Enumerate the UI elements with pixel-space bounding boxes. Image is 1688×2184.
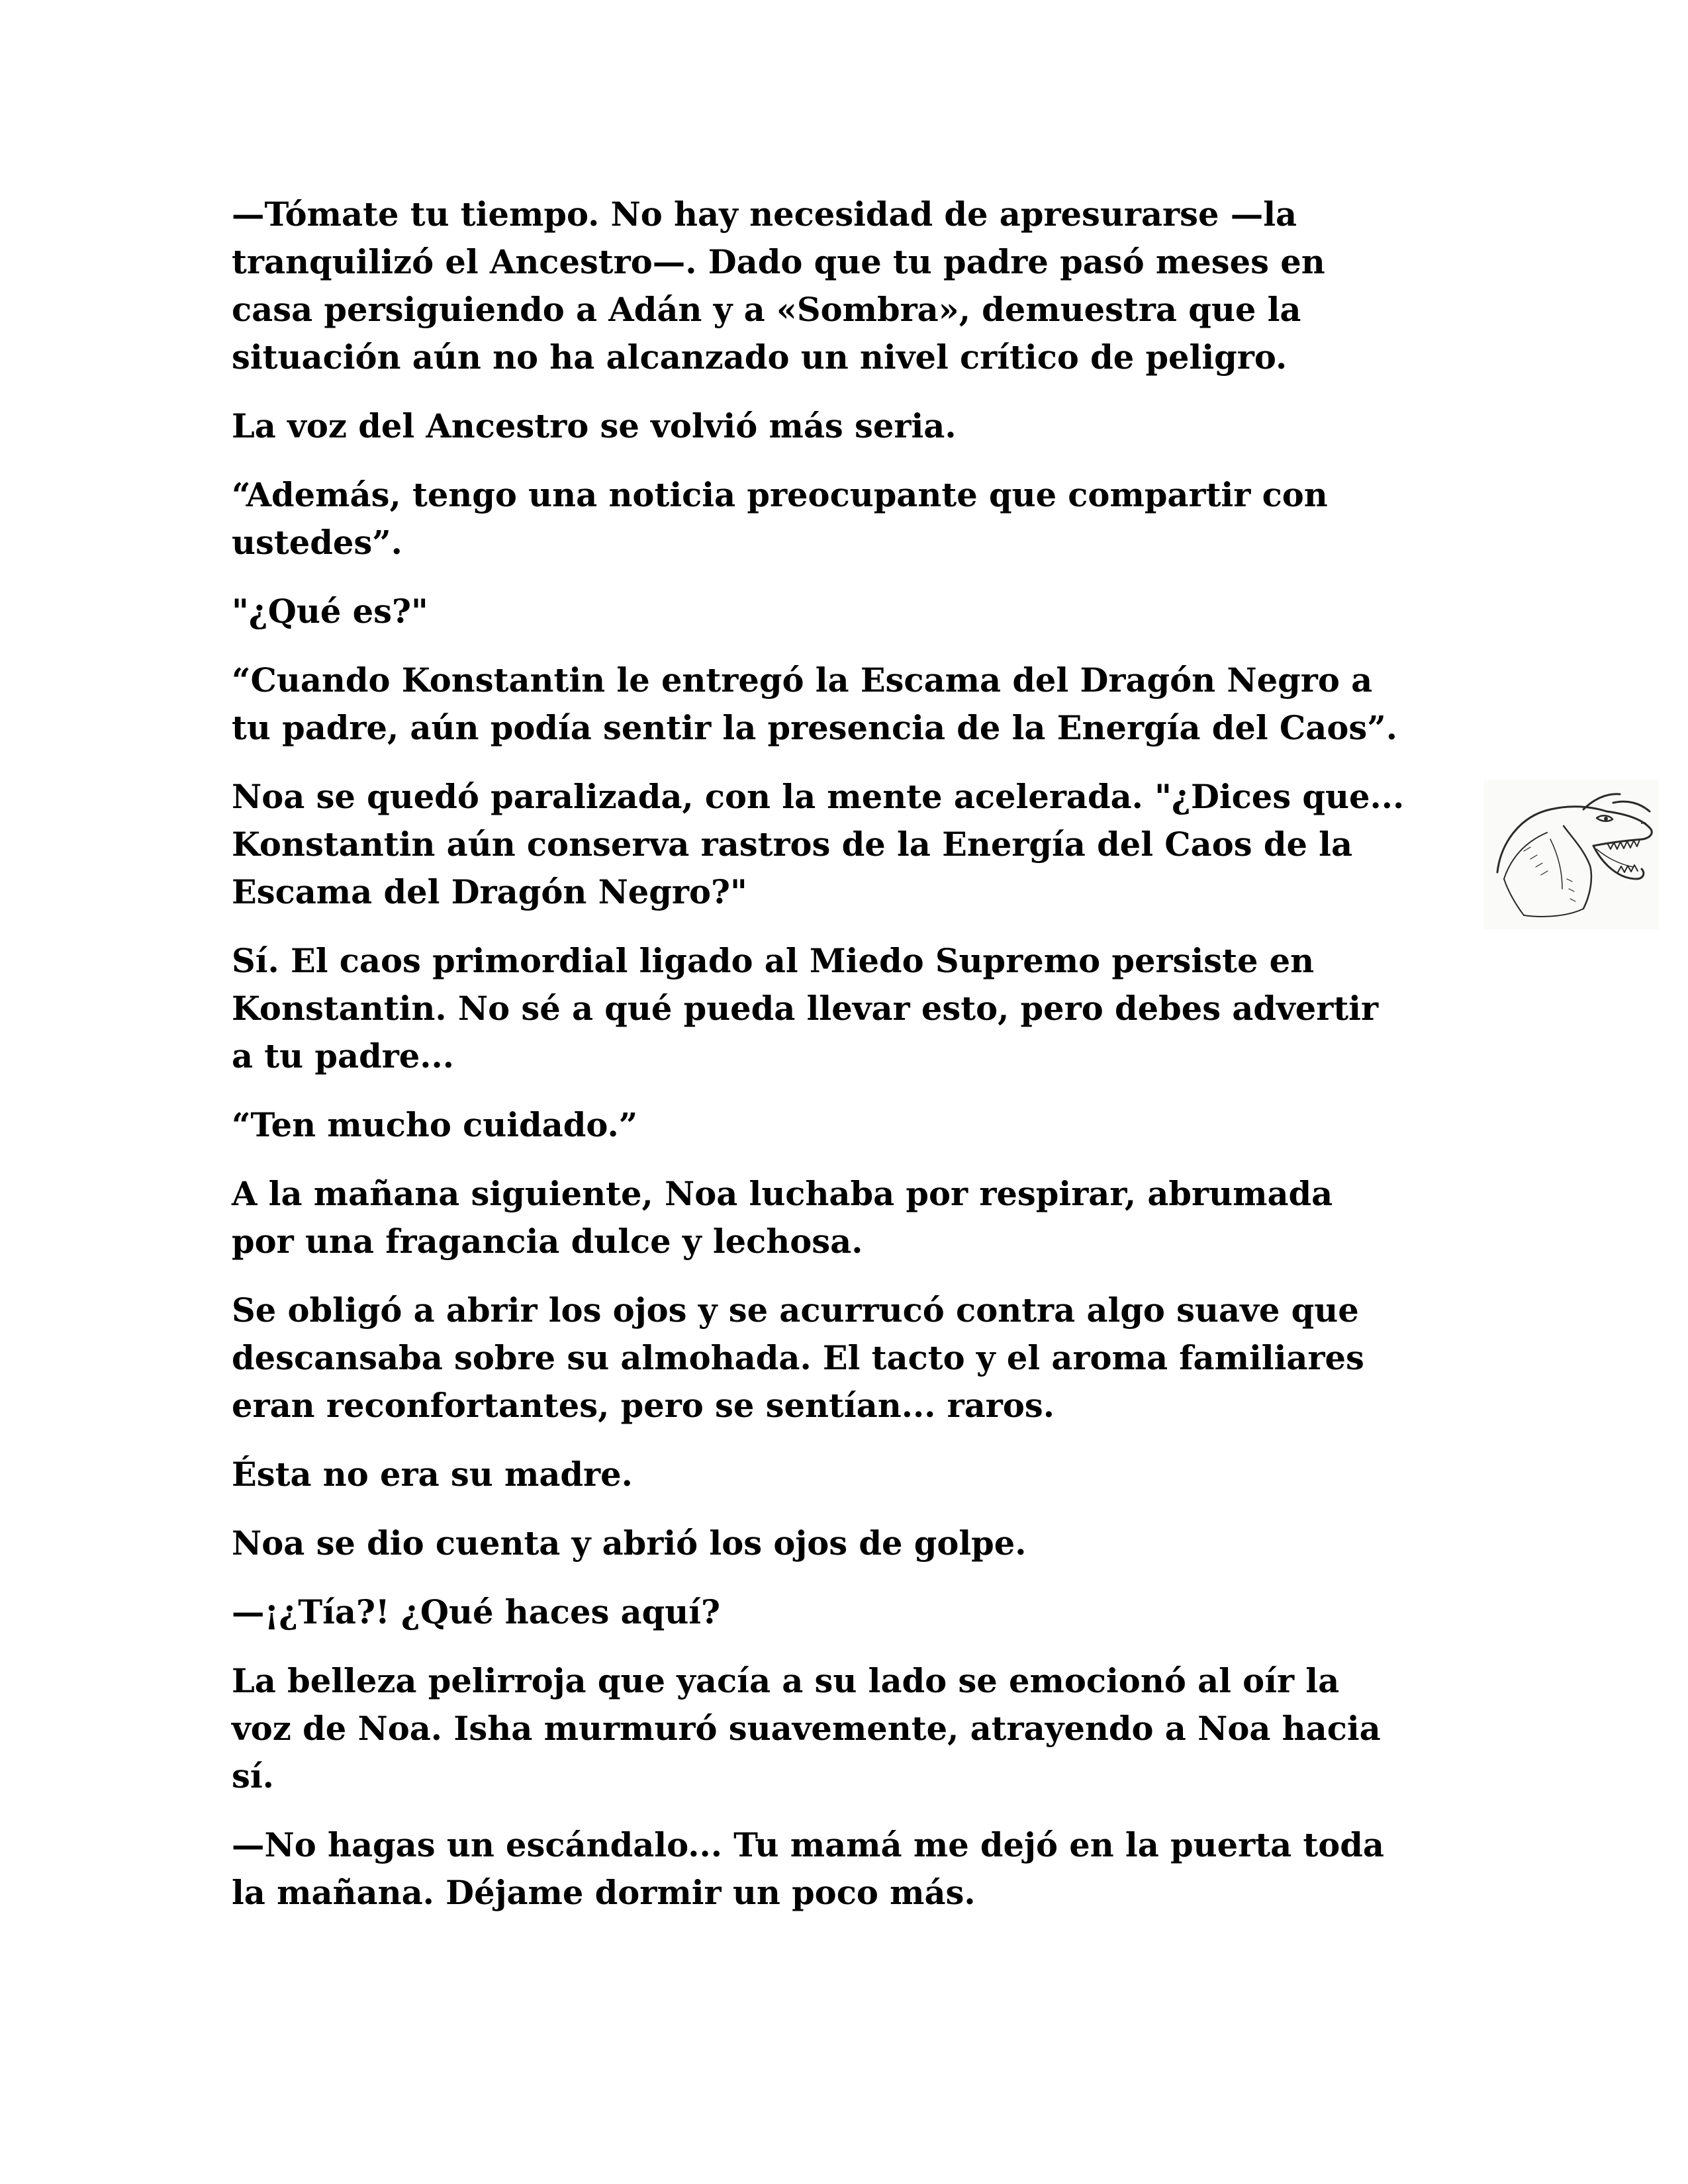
paragraph: —Tómate tu tiempo. No hay necesidad de apresurarse —la tranquilizó el Ancestro—. Dado que tu padre pasó meses en casa persiguiendo a Adán y a «Sombra», demuestra que la situación aún no ha alcanzado un nivel crítico de peligro. (232, 195, 1325, 377)
paragraph: La belleza pelirroja que yacía a su lado se emocionó al oír la voz de Noa. Isha murmuró suavemente, atrayendo a Noa hacia sí. (232, 1662, 1381, 1796)
paragraph: “Cuando Konstantin le entregó la Escama del Dragón Negro a tu padre, aún podía sentir la presencia de la Energía del Caos”. (232, 661, 1397, 747)
paragraph: “Ten mucho cuidado.” (232, 1106, 638, 1144)
paragraph: Noa se quedó paralizada, con la mente acelerada. "¿Dices que... Konstantin aún conserva rastros de la Energía del Caos de la Escama del Dragón Negro?" (232, 778, 1405, 911)
paragraph: Sí. El caos primordial ligado al Miedo Supremo persiste en Konstantin. No sé a qué pueda llevar esto, pero debes advertir a tu padre... (232, 942, 1379, 1075)
paragraph: "¿Qué es?" (232, 592, 428, 631)
paragraph: Noa se dio cuenta y abrió los ojos de golpe. (232, 1524, 1027, 1563)
paragraph: “Además, tengo una noticia preocupante que compartir con ustedes”. (232, 476, 1328, 562)
paragraph: Se obligó a abrir los ojos y se acurrucó contra algo suave que descansaba sobre su almohada. El tacto y el aroma familiares eran reconfortantes, pero se sentían... raros. (232, 1291, 1364, 1425)
paragraph: —No hagas un escándalo... Tu mamá me dejó en la puerta toda la mañana. Déjame dormir un poco más. (232, 1826, 1384, 1912)
paragraph: La voz del Ancestro se volvió más seria. (232, 407, 957, 445)
paragraph: Ésta no era su madre. (232, 1455, 633, 1494)
body-text (232, 191, 1489, 1938)
paragraph: A la mañana siguiente, Noa luchaba por respirar, abrumada por una fragancia dulce y lechosa. (232, 1175, 1333, 1261)
paragraph: —¡¿Tía?! ¿Qué haces aquí? (232, 1593, 721, 1631)
dragon-head-sketch-icon (1484, 780, 1659, 929)
